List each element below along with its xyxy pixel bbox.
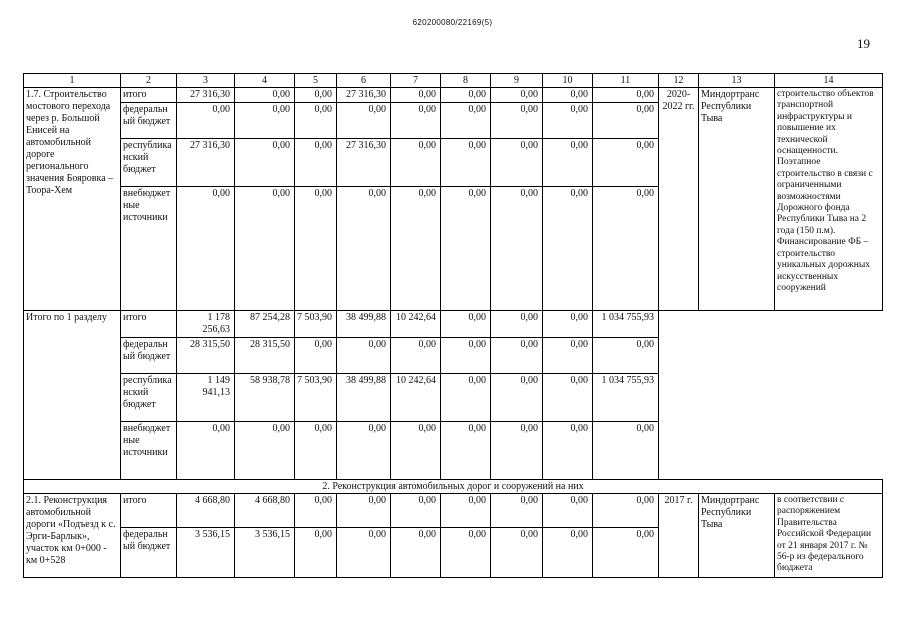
amount-cell: 0,00 — [337, 422, 391, 480]
amount-cell: 0,00 — [391, 338, 441, 374]
amount-cell: 0,00 — [543, 422, 593, 480]
amount-cell: 1 034 755,93 — [593, 311, 659, 338]
amount-cell: 10 242,64 — [391, 374, 441, 422]
funding-source: итого — [121, 88, 177, 103]
funding-source: республиканский бюджет — [121, 374, 177, 422]
amount-cell: 0,00 — [177, 103, 235, 139]
funding-source: внебюджетные источники — [121, 422, 177, 480]
amount-cell: 0,00 — [543, 338, 593, 374]
amount-cell: 0,00 — [295, 88, 337, 103]
funding-source: федеральный бюджет — [121, 528, 177, 578]
amount-cell: 0,00 — [491, 88, 543, 103]
column-number: 2 — [121, 74, 177, 88]
column-number: 4 — [235, 74, 295, 88]
amount-cell: 0,00 — [177, 422, 235, 480]
amount-cell: 0,00 — [543, 494, 593, 528]
funding-source: внебюджетные источники — [121, 187, 177, 311]
amount-cell: 0,00 — [491, 528, 543, 578]
period-cell: 2020-2022 гг. — [659, 88, 699, 311]
amount-cell: 0,00 — [295, 338, 337, 374]
empty-cell — [659, 311, 883, 480]
document-id: 620200080/22169(5) — [412, 18, 493, 27]
amount-cell: 0,00 — [391, 422, 441, 480]
amount-cell: 0,00 — [543, 139, 593, 187]
column-number: 13 — [699, 74, 775, 88]
amount-cell: 0,00 — [295, 494, 337, 528]
amount-cell: 0,00 — [593, 88, 659, 103]
amount-cell: 0,00 — [295, 422, 337, 480]
amount-cell: 0,00 — [593, 422, 659, 480]
table-row — [24, 311, 883, 338]
note-cell: строительство объектов транспортной инфраструктуры и повышение их технической оснащенности. Поэтапное строительство в связи с ограниченными возможностями Дорожного фонда Республики Тыва на 2 года (150 п.м). Финансирование ФБ – строительство уникальных дорожных искусственных сооружений — [775, 88, 883, 311]
amount-cell: 0,00 — [391, 528, 441, 578]
funding-source: федеральный бюджет — [121, 103, 177, 139]
amount-cell: 0,00 — [491, 139, 543, 187]
amount-cell: 7 503,90 — [295, 311, 337, 338]
amount-cell: 0,00 — [593, 528, 659, 578]
amount-cell: 0,00 — [491, 187, 543, 311]
amount-cell: 0,00 — [391, 187, 441, 311]
amount-cell: 0,00 — [441, 494, 491, 528]
amount-cell: 0,00 — [391, 88, 441, 103]
amount-cell: 0,00 — [235, 88, 295, 103]
amount-cell: 1 149 941,13 — [177, 374, 235, 422]
amount-cell: 0,00 — [441, 139, 491, 187]
amount-cell: 0,00 — [491, 494, 543, 528]
column-number: 9 — [491, 74, 543, 88]
amount-cell: 3 536,15 — [177, 528, 235, 578]
amount-cell: 4 668,80 — [235, 494, 295, 528]
amount-cell: 58 938,78 — [235, 374, 295, 422]
executor-cell: Миндортранс Республики Тыва — [699, 88, 775, 311]
amount-cell: 0,00 — [441, 374, 491, 422]
amount-cell: 0,00 — [295, 187, 337, 311]
amount-cell: 0,00 — [593, 139, 659, 187]
amount-cell: 0,00 — [337, 187, 391, 311]
column-number: 1 — [24, 74, 121, 88]
amount-cell: 10 242,64 — [391, 311, 441, 338]
period-cell: 2017 г. — [659, 494, 699, 578]
table-row — [24, 494, 883, 528]
executor-cell: Миндортранс Республики Тыва — [699, 494, 775, 578]
amount-cell: 87 254,28 — [235, 311, 295, 338]
amount-cell: 0,00 — [441, 338, 491, 374]
funding-source: республиканский бюджет — [121, 139, 177, 187]
amount-cell: 0,00 — [491, 311, 543, 338]
amount-cell: 28 315,50 — [177, 338, 235, 374]
amount-cell: 0,00 — [337, 103, 391, 139]
amount-cell: 0,00 — [491, 103, 543, 139]
amount-cell: 0,00 — [441, 88, 491, 103]
amount-cell: 0,00 — [491, 422, 543, 480]
amount-cell: 0,00 — [491, 374, 543, 422]
amount-cell: 0,00 — [593, 103, 659, 139]
funding-source: федеральный бюджет — [121, 338, 177, 374]
amount-cell: 0,00 — [593, 494, 659, 528]
column-number: 12 — [659, 74, 699, 88]
column-number: 6 — [337, 74, 391, 88]
amount-cell: 27 316,30 — [177, 88, 235, 103]
amount-cell: 1 178 256,63 — [177, 311, 235, 338]
amount-cell: 4 668,80 — [177, 494, 235, 528]
amount-cell: 3 536,15 — [235, 528, 295, 578]
amount-cell: 0,00 — [543, 187, 593, 311]
amount-cell: 0,00 — [391, 103, 441, 139]
amount-cell: 0,00 — [391, 494, 441, 528]
amount-cell: 0,00 — [295, 103, 337, 139]
amount-cell: 0,00 — [543, 374, 593, 422]
amount-cell: 0,00 — [441, 528, 491, 578]
item-name: 1.7. Строительство мостового перехода через р. Большой Енисей на автомобильной дороге регионального значения Бояровка – Тоора-Хем — [24, 88, 121, 311]
amount-cell: 0,00 — [491, 338, 543, 374]
amount-cell: 0,00 — [295, 139, 337, 187]
page-number: 19 — [857, 36, 870, 51]
amount-cell: 0,00 — [235, 422, 295, 480]
amount-cell: 0,00 — [337, 338, 391, 374]
column-number: 7 — [391, 74, 441, 88]
amount-cell: 1 034 755,93 — [593, 374, 659, 422]
amount-cell: 0,00 — [177, 187, 235, 311]
amount-cell: 38 499,88 — [337, 311, 391, 338]
amount-cell: 7 503,90 — [295, 374, 337, 422]
note-cell: в соответствии с распоряжением Правительства Российской Федерации от 21 января 2017 г. № 56-р из федерального бюджета — [775, 494, 883, 578]
item-name: Итого по 1 разделу — [24, 311, 121, 480]
amount-cell: 0,00 — [295, 528, 337, 578]
amount-cell: 28 315,50 — [235, 338, 295, 374]
amount-cell: 0,00 — [337, 528, 391, 578]
amount-cell: 0,00 — [235, 103, 295, 139]
amount-cell: 0,00 — [543, 103, 593, 139]
amount-cell: 27 316,30 — [337, 139, 391, 187]
item-name: 2.1. Реконструкция автомобильной дороги «Подъезд к с. Эрги-Барлык», участок км 0+000 - км 0+528 — [24, 494, 121, 578]
amount-cell: 0,00 — [593, 187, 659, 311]
amount-cell: 0,00 — [391, 139, 441, 187]
budget-table — [23, 73, 883, 578]
amount-cell: 0,00 — [441, 311, 491, 338]
funding-source: итого — [121, 311, 177, 338]
amount-cell: 0,00 — [543, 88, 593, 103]
amount-cell: 0,00 — [441, 187, 491, 311]
amount-cell: 0,00 — [543, 311, 593, 338]
column-number-row — [24, 74, 883, 88]
table-row — [24, 88, 883, 103]
section-title: 2. Реконструкция автомобильных дорог и сооружений на них — [24, 480, 883, 494]
amount-cell: 27 316,30 — [177, 139, 235, 187]
column-number: 8 — [441, 74, 491, 88]
column-number: 14 — [775, 74, 883, 88]
section-heading-row — [24, 480, 883, 494]
amount-cell: 0,00 — [543, 528, 593, 578]
amount-cell: 0,00 — [235, 187, 295, 311]
amount-cell: 0,00 — [235, 139, 295, 187]
funding-source: итого — [121, 494, 177, 528]
column-number: 5 — [295, 74, 337, 88]
amount-cell: 0,00 — [593, 338, 659, 374]
amount-cell: 27 316,30 — [337, 88, 391, 103]
amount-cell: 0,00 — [441, 103, 491, 139]
column-number: 11 — [593, 74, 659, 88]
column-number: 3 — [177, 74, 235, 88]
amount-cell: 0,00 — [441, 422, 491, 480]
amount-cell: 0,00 — [337, 494, 391, 528]
amount-cell: 38 499,88 — [337, 374, 391, 422]
column-number: 10 — [543, 74, 593, 88]
